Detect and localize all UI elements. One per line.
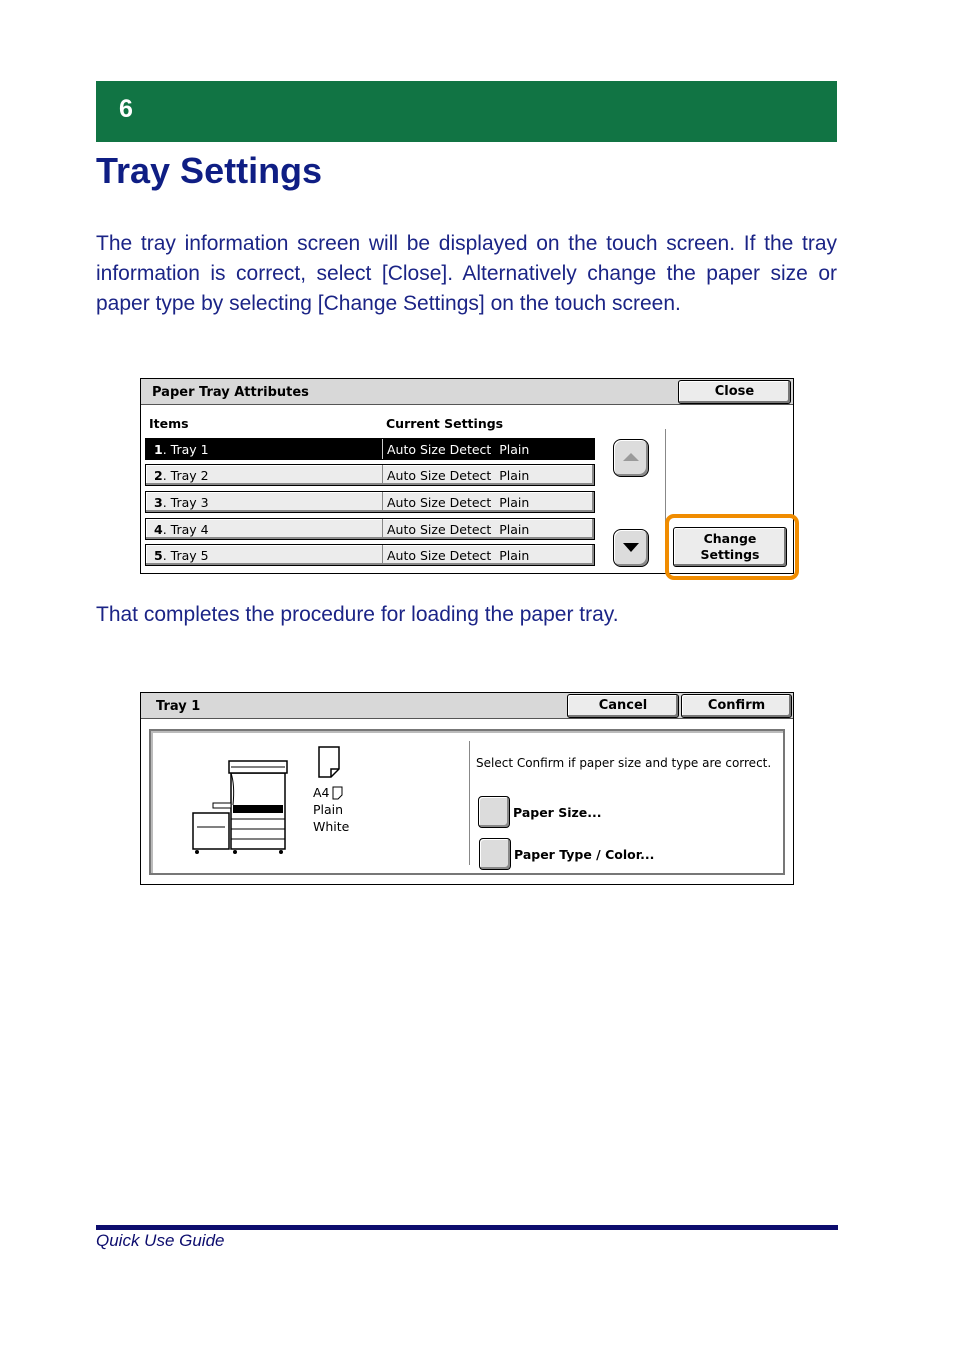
cancel-button[interactable]: Cancel — [567, 694, 679, 718]
completion-paragraph: That completes the procedure for loading the paper tray. — [96, 603, 619, 626]
tray-number: 2 — [154, 468, 163, 483]
tray-row[interactable] — [145, 464, 595, 486]
paper-size-label[interactable]: Paper Size... — [513, 805, 602, 820]
tray-label: Tray 4 — [170, 522, 209, 537]
tray-number: 1 — [154, 442, 163, 457]
change-settings-highlight — [665, 514, 799, 580]
tray-number: 3 — [154, 495, 163, 510]
tray-number: 4 — [154, 522, 163, 537]
tray-row[interactable] — [145, 438, 595, 460]
tray-label: Tray 2 — [170, 468, 209, 483]
screen-title: Tray 1 — [156, 699, 201, 714]
items-header: Items — [149, 416, 189, 431]
scroll-down-button[interactable] — [613, 529, 649, 567]
change-settings-line2: Settings — [700, 547, 760, 562]
up-arrow-icon — [623, 453, 639, 461]
tray-setting: Auto Size Detect Plain — [382, 519, 529, 539]
paper-type-value: Plain — [313, 802, 344, 817]
change-settings-line1: Change — [703, 531, 757, 546]
divider — [469, 741, 470, 865]
tray-details-area — [149, 729, 785, 875]
chapter-band — [96, 81, 837, 142]
tray-1-screen — [140, 692, 794, 885]
intro-paragraph: The tray information screen will be displayed on the touch screen. If the tray information is correct, select [Close]. Alternatively change the paper size or paper type by selecting [Change Settings] on the touch screen. — [96, 232, 837, 315]
footer-rule — [96, 1225, 838, 1230]
paper-size-value: A4 — [313, 785, 330, 800]
paper-orientation-icon — [332, 786, 344, 800]
screen-title: Paper Tray Attributes — [152, 385, 309, 400]
tray-row[interactable] — [145, 491, 595, 513]
tray-name: 5. Tray 5 — [154, 548, 209, 563]
paper-type-color-label[interactable]: Paper Type / Color... — [514, 847, 655, 862]
paper-size-button[interactable] — [478, 796, 510, 828]
tray-setting: Auto Size Detect Plain — [382, 492, 529, 512]
tray-number: 5 — [154, 548, 163, 563]
close-button[interactable]: Close — [678, 380, 791, 404]
paper-type-color-button[interactable] — [479, 838, 511, 870]
tray-name: 4. Tray 4 — [154, 522, 209, 537]
printer-icon — [191, 755, 301, 855]
tray-setting: Auto Size Detect Plain — [382, 545, 529, 565]
chapter-number: 6 — [119, 95, 133, 123]
paper-sheet-icon — [317, 745, 343, 779]
down-arrow-icon — [623, 543, 639, 552]
current-settings-header: Current Settings — [386, 416, 504, 431]
tray-name: 3. Tray 3 — [154, 495, 209, 510]
scroll-up-button[interactable] — [613, 439, 649, 477]
tray-label: Tray 5 — [170, 548, 209, 563]
footer-text: Quick Use Guide — [96, 1231, 225, 1250]
tray-row[interactable] — [145, 544, 595, 566]
paper-color-value: White — [313, 819, 350, 834]
tray-setting: Auto Size Detect Plain — [382, 465, 529, 485]
tray-name: 2. Tray 2 — [154, 468, 209, 483]
tray-name: 1. Tray 1 — [154, 442, 209, 457]
tray-label: Tray 3 — [170, 495, 209, 510]
confirm-button[interactable]: Confirm — [681, 694, 792, 718]
tray-row[interactable] — [145, 518, 595, 540]
tray-setting: Auto Size Detect Plain — [382, 439, 529, 459]
instruction-text: Select Confirm if paper size and type are correct. — [476, 756, 772, 770]
tray-label: Tray 1 — [170, 442, 209, 457]
page-title: Tray Settings — [96, 150, 323, 191]
